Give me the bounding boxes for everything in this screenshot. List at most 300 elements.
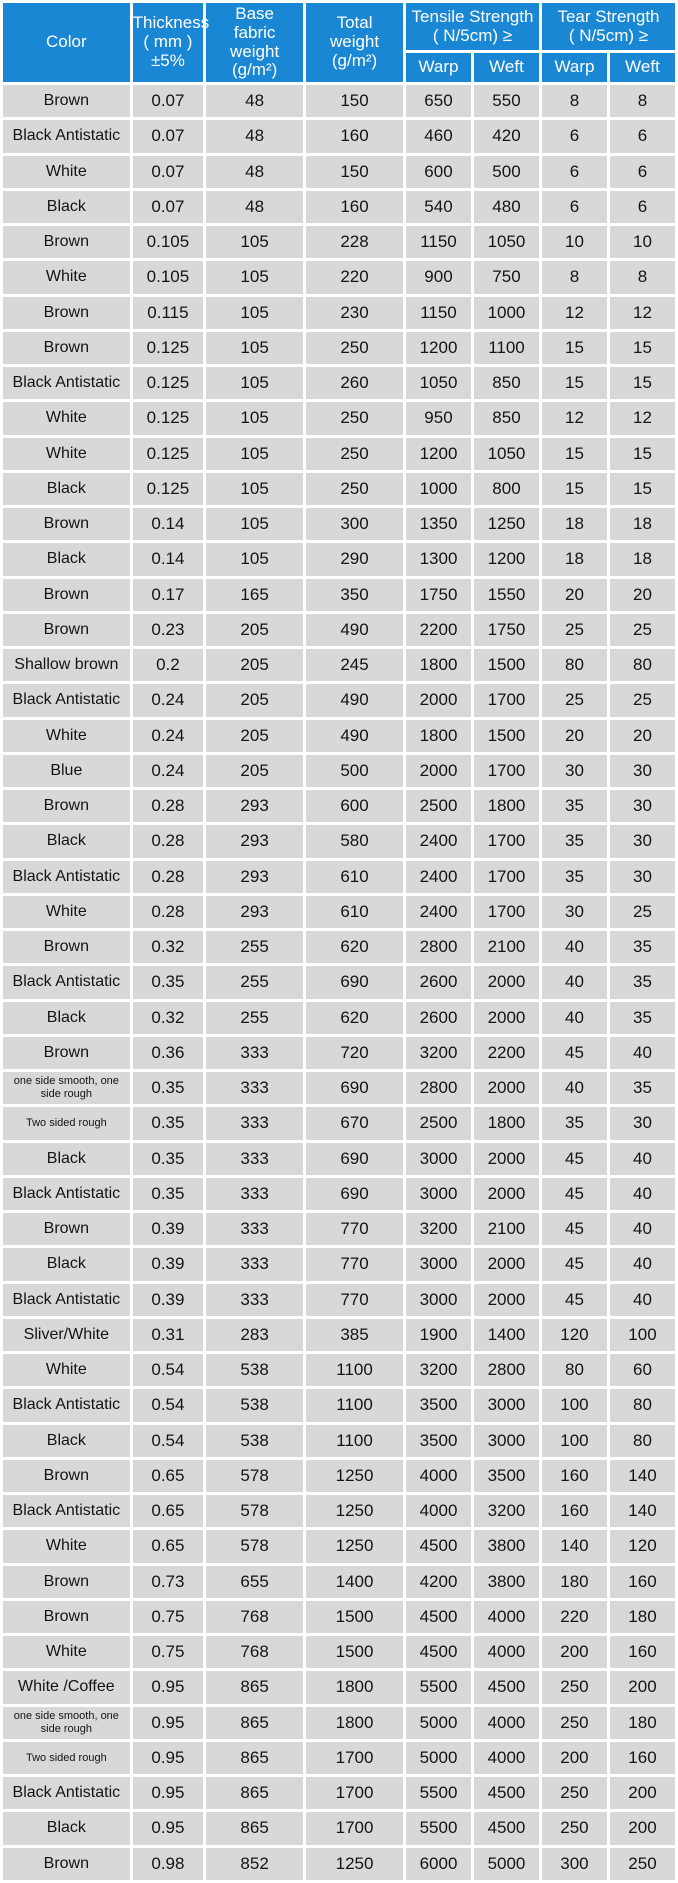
cell-total-weight: 620 — [306, 931, 403, 963]
cell-color: Black — [3, 191, 130, 223]
cell-thickness: 0.28 — [133, 861, 203, 893]
cell-color: White — [3, 402, 130, 434]
cell-total-weight: 1250 — [306, 1530, 403, 1562]
cell-tear-weft: 40 — [610, 1284, 675, 1316]
table-row — [3, 1178, 675, 1210]
table-row — [3, 1354, 675, 1386]
cell-tensile-weft: 1000 — [474, 297, 539, 329]
table-row — [3, 579, 675, 611]
cell-total-weight: 220 — [306, 261, 403, 293]
cell-tear-weft: 140 — [610, 1460, 675, 1492]
cell-total-weight: 160 — [306, 191, 403, 223]
cell-total-weight: 300 — [306, 508, 403, 540]
cell-tear-warp: 8 — [542, 261, 607, 293]
table-row — [3, 1389, 675, 1421]
cell-color: Black Antistatic — [3, 1777, 130, 1809]
cell-total-weight: 770 — [306, 1213, 403, 1245]
cell-total-weight: 490 — [306, 720, 403, 752]
cell-tensile-warp: 1800 — [406, 649, 471, 681]
cell-color: Brown — [3, 579, 130, 611]
cell-tear-weft: 18 — [610, 543, 675, 575]
cell-thickness: 0.95 — [133, 1812, 203, 1844]
cell-tensile-warp: 3000 — [406, 1248, 471, 1280]
cell-tear-warp: 300 — [542, 1848, 607, 1881]
cell-tensile-weft: 1800 — [474, 1107, 539, 1139]
table-row — [3, 297, 675, 329]
cell-thickness: 0.39 — [133, 1284, 203, 1316]
cell-color: Black — [3, 1248, 130, 1280]
cell-tear-warp: 40 — [542, 1072, 607, 1104]
cell-color: Brown — [3, 1213, 130, 1245]
header-base-line2: fabric — [233, 22, 276, 42]
cell-tensile-warp: 460 — [406, 120, 471, 152]
header-thickness-line2: ( mm ) — [143, 32, 193, 52]
table-row — [3, 649, 675, 681]
cell-tensile-weft: 4500 — [474, 1812, 539, 1844]
cell-tensile-weft: 420 — [474, 120, 539, 152]
cell-color: Shallow brown — [3, 649, 130, 681]
cell-tear-weft: 15 — [610, 332, 675, 364]
cell-total-weight: 150 — [306, 85, 403, 117]
cell-tear-warp: 45 — [542, 1143, 607, 1175]
cell-tensile-weft: 4000 — [474, 1601, 539, 1633]
cell-tensile-weft: 3000 — [474, 1425, 539, 1457]
cell-tensile-warp: 4000 — [406, 1495, 471, 1527]
table-row — [3, 614, 675, 646]
cell-total-weight: 490 — [306, 684, 403, 716]
cell-thickness: 0.105 — [133, 226, 203, 258]
header-total-line1: Total — [336, 13, 373, 33]
cell-tensile-weft: 3800 — [474, 1530, 539, 1562]
cell-tensile-warp: 1300 — [406, 543, 471, 575]
header-total-unit: (g/m²) — [331, 50, 378, 70]
cell-total-weight: 620 — [306, 1002, 403, 1034]
cell-color: Brown — [3, 508, 130, 540]
cell-tear-warp: 45 — [542, 1037, 607, 1069]
cell-total-weight: 1100 — [306, 1389, 403, 1421]
table-row — [3, 1284, 675, 1316]
table-row — [3, 1425, 675, 1457]
cell-tear-weft: 20 — [610, 720, 675, 752]
cell-thickness: 0.39 — [133, 1248, 203, 1280]
table-row — [3, 1037, 675, 1069]
table-header — [3, 3, 675, 82]
cell-total-weight: 770 — [306, 1248, 403, 1280]
cell-tear-warp: 45 — [542, 1213, 607, 1245]
table-row — [3, 896, 675, 928]
cell-tensile-weft: 850 — [474, 367, 539, 399]
cell-thickness: 0.14 — [133, 543, 203, 575]
cell-tensile-weft: 2200 — [474, 1037, 539, 1069]
cell-tensile-weft: 1500 — [474, 649, 539, 681]
cell-tear-warp: 35 — [542, 790, 607, 822]
cell-total-weight: 690 — [306, 1143, 403, 1175]
cell-tensile-weft: 2000 — [474, 1002, 539, 1034]
cell-tensile-weft: 500 — [474, 156, 539, 188]
header-tensile-line2: ( N/5cm) ≥ — [432, 25, 513, 45]
cell-tensile-weft: 750 — [474, 261, 539, 293]
table-row — [3, 120, 675, 152]
cell-tensile-warp: 2800 — [406, 1072, 471, 1104]
table-row — [3, 1636, 675, 1668]
cell-thickness: 0.105 — [133, 261, 203, 293]
cell-tensile-warp: 3200 — [406, 1037, 471, 1069]
cell-color: Brown — [3, 1848, 130, 1881]
cell-thickness: 0.54 — [133, 1389, 203, 1421]
cell-tensile-weft: 2000 — [474, 1072, 539, 1104]
table-row — [3, 1777, 675, 1809]
cell-tear-warp: 6 — [542, 120, 607, 152]
cell-total-weight: 720 — [306, 1037, 403, 1069]
cell-tear-warp: 100 — [542, 1425, 607, 1457]
cell-total-weight: 690 — [306, 1178, 403, 1210]
cell-tear-weft: 200 — [610, 1812, 675, 1844]
cell-thickness: 0.07 — [133, 156, 203, 188]
cell-thickness: 0.54 — [133, 1354, 203, 1386]
cell-tear-warp: 250 — [542, 1671, 607, 1703]
cell-thickness: 0.65 — [133, 1495, 203, 1527]
cell-color: Brown — [3, 1460, 130, 1492]
header-base-line3: weight — [230, 41, 280, 61]
cell-tear-weft: 160 — [610, 1742, 675, 1774]
cell-tear-warp: 8 — [542, 85, 607, 117]
cell-thickness: 0.75 — [133, 1601, 203, 1633]
header-total-weight — [306, 3, 403, 82]
cell-tear-warp: 15 — [542, 332, 607, 364]
cell-tensile-weft: 3000 — [474, 1389, 539, 1421]
cell-color: Black Antistatic — [3, 861, 130, 893]
cell-base-weight: 865 — [206, 1742, 303, 1774]
cell-thickness: 0.07 — [133, 191, 203, 223]
cell-thickness: 0.32 — [133, 1002, 203, 1034]
cell-thickness: 0.98 — [133, 1848, 203, 1881]
cell-tear-warp: 40 — [542, 1002, 607, 1034]
cell-tear-warp: 35 — [542, 861, 607, 893]
cell-color: White — [3, 156, 130, 188]
cell-color: Black Antistatic — [3, 1389, 130, 1421]
cell-tensile-weft: 800 — [474, 473, 539, 505]
cell-total-weight: 250 — [306, 402, 403, 434]
cell-base-weight: 655 — [206, 1566, 303, 1598]
table-row — [3, 1530, 675, 1562]
cell-tear-weft: 8 — [610, 261, 675, 293]
header-base-unit: (g/m²) — [231, 60, 278, 80]
cell-base-weight: 105 — [206, 332, 303, 364]
cell-total-weight: 1700 — [306, 1812, 403, 1844]
cell-base-weight: 48 — [206, 120, 303, 152]
cell-color: Black — [3, 1812, 130, 1844]
cell-base-weight: 105 — [206, 226, 303, 258]
cell-tear-weft: 15 — [610, 473, 675, 505]
cell-tear-warp: 30 — [542, 896, 607, 928]
table-row — [3, 402, 675, 434]
cell-color: Black Antistatic — [3, 1284, 130, 1316]
cell-thickness: 0.125 — [133, 473, 203, 505]
cell-thickness: 0.17 — [133, 579, 203, 611]
header-tear-line1: Tear Strength — [557, 6, 660, 26]
cell-tear-warp: 15 — [542, 473, 607, 505]
table-row — [3, 1143, 675, 1175]
cell-color: Brown — [3, 297, 130, 329]
table-row — [3, 1671, 675, 1703]
cell-tear-weft: 140 — [610, 1495, 675, 1527]
cell-color: Black — [3, 1002, 130, 1034]
cell-tear-weft: 40 — [610, 1248, 675, 1280]
cell-base-weight: 105 — [206, 402, 303, 434]
cell-tensile-weft: 1700 — [474, 755, 539, 787]
cell-tear-warp: 6 — [542, 156, 607, 188]
cell-tear-warp: 12 — [542, 297, 607, 329]
cell-color: Brown — [3, 790, 130, 822]
cell-base-weight: 538 — [206, 1425, 303, 1457]
cell-thickness: 0.125 — [133, 402, 203, 434]
cell-base-weight: 333 — [206, 1143, 303, 1175]
table-row — [3, 684, 675, 716]
cell-thickness: 0.65 — [133, 1460, 203, 1492]
cell-tear-warp: 25 — [542, 614, 607, 646]
cell-tear-weft: 180 — [610, 1601, 675, 1633]
cell-tear-warp: 40 — [542, 966, 607, 998]
cell-base-weight: 768 — [206, 1636, 303, 1668]
cell-thickness: 0.65 — [133, 1530, 203, 1562]
cell-tear-weft: 30 — [610, 861, 675, 893]
cell-tear-warp: 6 — [542, 191, 607, 223]
cell-color: Brown — [3, 85, 130, 117]
cell-tensile-weft: 2100 — [474, 1213, 539, 1245]
cell-total-weight: 600 — [306, 790, 403, 822]
cell-total-weight: 1700 — [306, 1777, 403, 1809]
cell-thickness: 0.95 — [133, 1742, 203, 1774]
cell-base-weight: 333 — [206, 1037, 303, 1069]
cell-tear-weft: 20 — [610, 579, 675, 611]
cell-base-weight: 48 — [206, 85, 303, 117]
cell-tear-weft: 200 — [610, 1777, 675, 1809]
table-row — [3, 156, 675, 188]
cell-thickness: 0.28 — [133, 896, 203, 928]
cell-thickness: 0.14 — [133, 508, 203, 540]
cell-base-weight: 333 — [206, 1178, 303, 1210]
cell-tensile-weft: 1700 — [474, 825, 539, 857]
cell-tensile-warp: 950 — [406, 402, 471, 434]
cell-tear-warp: 100 — [542, 1389, 607, 1421]
cell-color: Sliver/White — [3, 1319, 130, 1351]
cell-tear-warp: 200 — [542, 1636, 607, 1668]
cell-tear-warp: 40 — [542, 931, 607, 963]
table-row — [3, 1002, 675, 1034]
cell-total-weight: 1800 — [306, 1671, 403, 1703]
cell-color: Brown — [3, 332, 130, 364]
cell-tensile-weft: 5000 — [474, 1848, 539, 1881]
cell-total-weight: 1100 — [306, 1354, 403, 1386]
cell-tear-weft: 35 — [610, 966, 675, 998]
cell-base-weight: 105 — [206, 438, 303, 470]
table-row — [3, 1495, 675, 1527]
table-row — [3, 473, 675, 505]
cell-tear-warp: 35 — [542, 1107, 607, 1139]
cell-tear-warp: 160 — [542, 1495, 607, 1527]
cell-tensile-weft: 2000 — [474, 1284, 539, 1316]
cell-tear-warp: 15 — [542, 367, 607, 399]
cell-base-weight: 48 — [206, 156, 303, 188]
cell-thickness: 0.35 — [133, 1178, 203, 1210]
cell-thickness: 0.28 — [133, 790, 203, 822]
cell-tear-warp: 120 — [542, 1319, 607, 1351]
cell-color: Two sided rough — [3, 1107, 130, 1139]
table-row — [3, 543, 675, 575]
cell-thickness: 0.24 — [133, 684, 203, 716]
cell-thickness: 0.35 — [133, 1072, 203, 1104]
cell-color: White — [3, 896, 130, 928]
header-tensile-strength — [406, 3, 539, 50]
cell-tensile-weft: 1750 — [474, 614, 539, 646]
cell-tensile-warp: 5500 — [406, 1777, 471, 1809]
cell-tensile-warp: 540 — [406, 191, 471, 223]
header-tensile-weft: Weft — [474, 53, 539, 82]
cell-base-weight: 293 — [206, 790, 303, 822]
cell-tear-warp: 25 — [542, 684, 607, 716]
cell-tensile-warp: 4500 — [406, 1530, 471, 1562]
cell-thickness: 0.115 — [133, 297, 203, 329]
cell-tear-warp: 35 — [542, 825, 607, 857]
cell-tensile-warp: 1800 — [406, 720, 471, 752]
cell-total-weight: 770 — [306, 1284, 403, 1316]
cell-tear-weft: 100 — [610, 1319, 675, 1351]
table-row — [3, 1072, 675, 1104]
cell-tensile-warp: 2600 — [406, 1002, 471, 1034]
cell-tensile-weft: 1700 — [474, 896, 539, 928]
cell-tensile-warp: 2600 — [406, 966, 471, 998]
cell-tensile-weft: 1700 — [474, 861, 539, 893]
header-base-weight — [206, 3, 303, 82]
header-tear-strength — [542, 3, 675, 50]
cell-tensile-warp: 3500 — [406, 1425, 471, 1457]
table-row — [3, 226, 675, 258]
cell-tensile-warp: 650 — [406, 85, 471, 117]
cell-tensile-warp: 3000 — [406, 1284, 471, 1316]
cell-tensile-warp: 2500 — [406, 790, 471, 822]
cell-base-weight: 165 — [206, 579, 303, 611]
cell-base-weight: 865 — [206, 1671, 303, 1703]
cell-tensile-weft: 3800 — [474, 1566, 539, 1598]
cell-tensile-weft: 3500 — [474, 1460, 539, 1492]
cell-total-weight: 1700 — [306, 1742, 403, 1774]
cell-tear-warp: 18 — [542, 543, 607, 575]
cell-tear-weft: 30 — [610, 790, 675, 822]
cell-tensile-weft: 1100 — [474, 332, 539, 364]
table-row — [3, 508, 675, 540]
cell-base-weight: 105 — [206, 367, 303, 399]
cell-thickness: 0.95 — [133, 1777, 203, 1809]
header-thickness — [132, 3, 210, 82]
cell-tear-warp: 20 — [542, 579, 607, 611]
cell-tensile-warp: 2000 — [406, 684, 471, 716]
cell-thickness: 0.31 — [133, 1319, 203, 1351]
cell-base-weight: 578 — [206, 1460, 303, 1492]
cell-color: one side smooth, one side rough — [3, 1072, 130, 1104]
table-row — [3, 790, 675, 822]
cell-tensile-weft: 2000 — [474, 1248, 539, 1280]
cell-base-weight: 205 — [206, 684, 303, 716]
cell-tear-weft: 35 — [610, 1072, 675, 1104]
header-total-line2: weight — [329, 32, 380, 52]
cell-base-weight: 333 — [206, 1284, 303, 1316]
table-row — [3, 1601, 675, 1633]
cell-thickness: 0.2 — [133, 649, 203, 681]
cell-color: Black Antistatic — [3, 684, 130, 716]
table-row — [3, 825, 675, 857]
table-row — [3, 755, 675, 787]
cell-tensile-warp: 1150 — [406, 226, 471, 258]
cell-tear-weft: 15 — [610, 367, 675, 399]
cell-tensile-warp: 2400 — [406, 825, 471, 857]
cell-thickness: 0.73 — [133, 1566, 203, 1598]
cell-tensile-weft: 1550 — [474, 579, 539, 611]
table-row — [3, 1248, 675, 1280]
cell-tensile-warp: 1050 — [406, 367, 471, 399]
cell-color: White — [3, 261, 130, 293]
cell-color: White — [3, 1354, 130, 1386]
cell-tensile-warp: 1000 — [406, 473, 471, 505]
cell-base-weight: 293 — [206, 861, 303, 893]
cell-total-weight: 610 — [306, 861, 403, 893]
cell-base-weight: 205 — [206, 649, 303, 681]
header-tear-line2: ( N/5cm) ≥ — [568, 25, 649, 45]
table-row — [3, 438, 675, 470]
cell-tear-warp: 80 — [542, 1354, 607, 1386]
cell-total-weight: 1100 — [306, 1425, 403, 1457]
cell-total-weight: 250 — [306, 438, 403, 470]
cell-tear-weft: 160 — [610, 1566, 675, 1598]
cell-tear-warp: 45 — [542, 1248, 607, 1280]
cell-base-weight: 105 — [206, 261, 303, 293]
cell-base-weight: 255 — [206, 931, 303, 963]
cell-tensile-weft: 1400 — [474, 1319, 539, 1351]
table-row — [3, 1319, 675, 1351]
cell-thickness: 0.24 — [133, 720, 203, 752]
cell-tensile-warp: 4500 — [406, 1636, 471, 1668]
cell-tensile-warp: 2500 — [406, 1107, 471, 1139]
cell-base-weight: 865 — [206, 1707, 303, 1739]
cell-base-weight: 538 — [206, 1354, 303, 1386]
cell-tensile-warp: 1200 — [406, 438, 471, 470]
table-row — [3, 367, 675, 399]
cell-base-weight: 105 — [206, 508, 303, 540]
cell-tensile-weft: 2000 — [474, 966, 539, 998]
table-row — [3, 191, 675, 223]
cell-color: Black Antistatic — [3, 1178, 130, 1210]
cell-tensile-warp: 3000 — [406, 1178, 471, 1210]
cell-tensile-weft: 550 — [474, 85, 539, 117]
cell-color: Brown — [3, 1037, 130, 1069]
cell-tear-weft: 30 — [610, 755, 675, 787]
cell-tear-weft: 120 — [610, 1530, 675, 1562]
cell-tear-weft: 80 — [610, 649, 675, 681]
cell-thickness: 0.32 — [133, 931, 203, 963]
cell-color: Black Antistatic — [3, 1495, 130, 1527]
cell-total-weight: 350 — [306, 579, 403, 611]
cell-total-weight: 290 — [306, 543, 403, 575]
cell-tear-weft: 8 — [610, 85, 675, 117]
cell-tensile-weft: 4000 — [474, 1707, 539, 1739]
cell-tear-weft: 250 — [610, 1848, 675, 1881]
cell-tear-warp: 180 — [542, 1566, 607, 1598]
cell-thickness: 0.07 — [133, 85, 203, 117]
cell-base-weight: 333 — [206, 1213, 303, 1245]
header-base-line1: Base — [235, 4, 274, 24]
cell-total-weight: 1250 — [306, 1495, 403, 1527]
cell-total-weight: 1800 — [306, 1707, 403, 1739]
cell-tear-weft: 200 — [610, 1671, 675, 1703]
